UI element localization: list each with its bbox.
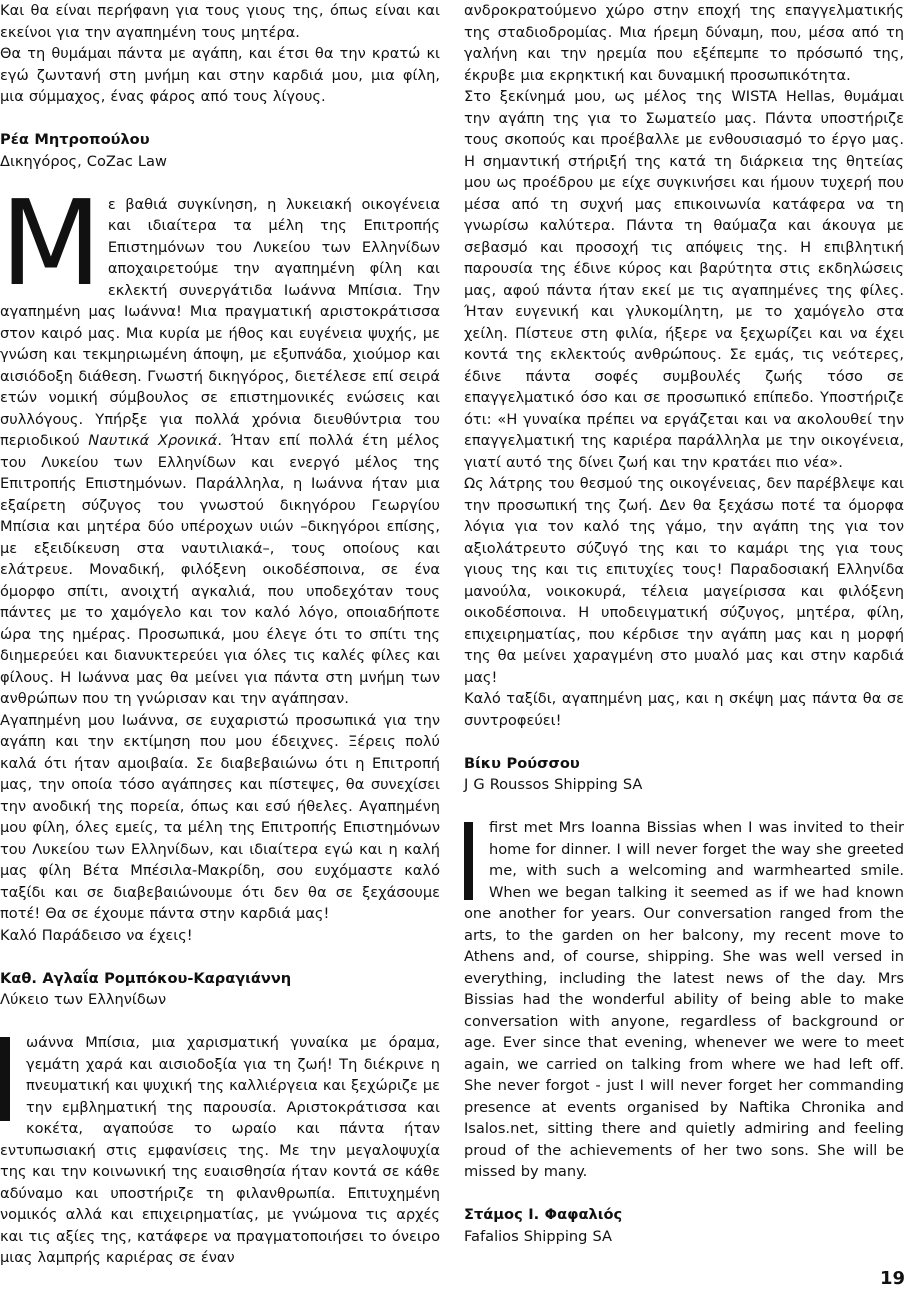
signature-name-3: Βίκυ Ρούσσου (464, 754, 580, 772)
signature-name-2: Καθ. Αγλαΐα Ρομπόκου-Καραγιάννη (0, 969, 292, 987)
article-3-continued: ανδροκρατούμενο χώρο στην εποχή της επαγγελματικής της σταδιοδρομίας. Μια ήρεμη δύναμη, που, μέσα από τη γαλήνη και την ηρεμία που εξέπεμπε το πρόσωπό της, έκρυβε μια εκρηκτική και δυναμική προσωπικότητα. (464, 2, 904, 84)
article-3-text: ωάννα Μπίσια, μια χαρισματική γυναίκα με όραμα, γεμάτη χαρά και αισιοδοξία για τη ζωή! Τη διέκρινε η πνευματική και ψυχική της καλλιέργεια και ξεχώριζε με την εμβληματική της παρουσία. Αριστοκράτισσα και κοκέτα, αγαπούσε το ωραίο και πάντα ήταν εντυπωσιακή στις εμφανίσεις της. Με την μεγαλοψυχία της και την κοινωνική της ευαισθησία ήταν κοντά σε κάθε αδύναμο και υποστήριζε τη φιλανθρωπία. Επιτυχημένη νομικός αλλά και επιχειρηματίας, με γνώμονα τις αρχές και τις αξίες της, κατάφερε να πραγματοποιήσει το όνειρο μιας λαμπρής καριέρας σε έναν (0, 1034, 440, 1266)
article-3-paragraph-2: Στο ξεκίνημά μου, ως μέλος της WISTA Hellas, θυμάμαι την αγάπη της για το Σωματείο μας. Πάντα υποστήριζε τους σκοπούς και προέβαλλε με ενθουσιασμό το έργο μας. Η σημαντική στήριξή της κατά τη διάρκεια της θητείας μου ως προέδρου με είχε συγκινήσει και ήμουν τυχερή που μέσα από τη συχνή μας επικοινωνία κατάφερα να τη γνωρίσω καλύτερα. Πάντα τη θαύμαζα και άκουγα με σεβασμό και προσοχή τις απόψεις της. Η επιβλητική παρουσία της έδινε κύρος και βαρύτητα στις εκδηλώσεις μας, αφού πάντα ήταν εκεί με τις αγαπημένες της φίλες. Ήταν ευγενική και γλυκομίλητη, με το χαμόγελο στα χείλη. Πίστευε στη φιλία, ήξερε να ξεχωρίζει και να έχει κοντά της εκλεκτούς ανθρώπους. Σε εμάς, τις νεότερες, έδινε πάντα σοφές συμβουλές ζωής τόσο σε επαγγελματικό όσο και σε προσωπικό επίπεδο. Υποστήριζε ότι: «Η γυναίκα πρέπει να εργάζεται και να ακολουθεί την επαγγελματική της καριέρα παράλληλα με την οικογένεια, γιατί αυτό της δίνει ζωή και την κρατάει πιο νέα». (464, 88, 904, 471)
article-2-text-b: . Ήταν επί πολλά έτη μέλος του Λυκείου των Ελληνίδων και ενεργό μέλος της Επιτροπής Επιστημόνων. Παράλληλα, η Ιωάννα ήταν μια εξαίρετη σύζυγος του γνωστού δικηγόρου Γεωργίου Μπίσια και μητέρα δύο υπέροχων υιών –δικηγόροι επίσης, με εξειδίκευση στα ναυτιλιακά–, τους οποίους και ελάτρευε. Μοναδική, φιλόξενη οικοδέσποινα, σε ένα όμορφο σπίτι, ανοιχτή αγκαλιά, που υποδεχόταν τους πάντες με το χαμόγελο και τον καλό λόγο, οποιαδήποτε ώρα της ημέρας. Προσωπικά, μου έλεγε ότι το σπίτι της διημερεύει και διανυκτερεύει για όλες τις καλές φίλες και φίλους. Η Ιωάννα μας θα μείνει για πάντα στη μνήμη των ανθρώπων που τη γνώρισαν και την αγάπησαν. (0, 432, 440, 707)
signature-org-3: J G Roussos Shipping SA (464, 776, 643, 793)
article-2-text-a: ε βαθιά συγκίνηση, η λυκειακή οικογένεια και ιδιαίτερα τα μέλη της Επιτροπής Επιστημόνων του Λυκείου των Ελληνίδων αποχαιρετούμε την αγαπημένη φίλη και εκλεκτή συνεργάτιδα Ιωάννα Μπίσια. Την αγαπημένη μας Ιωάννα! Μια πραγματική αριστοκράτισσα στον καιρό μας. Μια κυρία με ήθος και ευγένεια ψυχής, με γνώση και τεκμηριωμένη άποψη, με εξυπνάδα, χιούμορ και αισιόδοξη διάθεση. Γνωστή δικηγόρος, διετέλεσε επί σειρά ετών νομική σύμβουλος σε επιστημονικές ενώσεις και συλλόγους. Υπήρξε για πολλά χρόνια διευθύντρια του περιοδικού (0, 195, 440, 449)
article-tribute-4 (464, 817, 904, 1183)
dropcap-bar-english-i (464, 822, 473, 900)
signature-org-2: Λύκειο των Ελληνίδων (0, 991, 167, 1008)
article-tribute-2 (0, 173, 440, 947)
intro-paragraph-1: Και θα είναι περήφανη για τους γιους της, όπως είναι και εκείνοι για την αγαπημένη τους μητέρα. (0, 2, 440, 41)
intro-paragraph-2: Θα τη θυμάμαι πάντα με αγάπη, και έτσι θα την κρατώ κι εγώ ζωντανή στη μνήμη και στην καρδιά μου, μια φίλη, μια σύμμαχος, ένας φάρος από τους λίγους. (0, 45, 440, 105)
article-3-paragraph-1 (0, 1032, 440, 1269)
left-column (0, 0, 440, 1269)
signature-name-1: Ρέα Μητροπούλου (0, 131, 150, 148)
article-2-paragraph-1 (0, 173, 440, 710)
article-3-paragraph-4: Καλό ταξίδι, αγαπημένη μας, και η σκέψη μας πάντα θα σε συντροφεύει! (464, 690, 904, 729)
dropcap-bar-i (0, 1037, 10, 1121)
article-3-paragraph-3: Ως λάτρης του θεσμού της οικογένειας, δεν παρέβλεψε και την προσωπική της ζωή. Δεν θα ξεχάσω ποτέ τα όμορφα λόγια για τον καλό της γάμο, την αγάπη της για τον αξιολάτρευτο σύζυγό της και το καμάρι της για τους γιους της και τις επιτυχίες τους! Παραδοσιακή Ελληνίδα μανούλα, νοικοκυρά, τέλεια μαγείρισσα και φιλόξενη οικοδέσποινα. Η υποδειγματική σύζυγος, μητέρα, φίλη, επιχειρηματίας, που κέρδισε την αγάπη μας και η μορφή της θα μείνει χαραγμένη στο μυαλό μας και στην καρδιά μας! (464, 475, 904, 686)
right-column (464, 0, 904, 1247)
page-number: 19 (879, 1268, 905, 1289)
dropcap-letter: Μ (0, 173, 98, 312)
magazine-title-italic: Ναυτικά Χρονικά (88, 432, 218, 449)
signature-org-4: Fafalios Shipping SA (464, 1227, 612, 1245)
article-4-text: first met Mrs Ioanna Bissias when I was invited to their home for dinner. I will never forget the way she greeted me, with such a welcoming and warmhearted smile. When we began talking it seemed as if we had known one another for years. Our conversation ranged from the arts, to the garden on her balcony, my recent move to Athens and, of course, shipping. She was well versed in everything, including the latest news of the day. Mrs Bissias had the wonderful ability of being able to make conversation with anyone, regardless of background or age. Ever since that evening, whenever we were to meet again, we carried on talking from where we had left off. She never forgot - just I will never forget her commanding presence at events organised by Naftika Chronika and Isalos.net, sitting there and quietly admiring and feeling proud of the achievements of her two sons. She will be missed by many. (464, 819, 904, 1180)
article-2-paragraph-3: Καλό Παράδεισο να έχεις! (0, 926, 193, 944)
article-4-paragraph-1 (464, 817, 904, 1183)
signature-name-4: Στάμος Ι. Φαφαλιός (464, 1206, 623, 1223)
article-2-paragraph-2: Αγαπημένη μου Ιωάννα, σε ευχαριστώ προσωπικά για την αγάπη και την εκτίμηση που μου έδειχνες. Ξέρεις πολύ καλά ότι ήταν αμοιβαία. Σε διαβεβαιώνω ότι η Επιτροπή μας, την οποία τόσο αγάπησες και πίστεψες, θα συνεχίσει την ανοδική της πορεία, όπως και εσύ ήθελες. Αγαπημένη μου φίλη, όλες εμείς, τα μέλη της Επιτροπής Επιστημόνων του Λυκείου των Ελληνίδων, και ιδιαίτερα εγώ και η καλή μας φίλη Βέτα Μπέσιλα-Μακρίδη, σου ευχόμαστε καλό ταξίδι και σε διαβεβαιώνουμε ότι δεν θα σε ξεχάσουμε ποτέ! Θα σε έχουμε πάντα στην καρδιά μας! (0, 711, 440, 922)
signature-org-1: Δικηγόρος, CoZac Law (0, 152, 167, 170)
article-tribute-3 (0, 1032, 440, 1269)
